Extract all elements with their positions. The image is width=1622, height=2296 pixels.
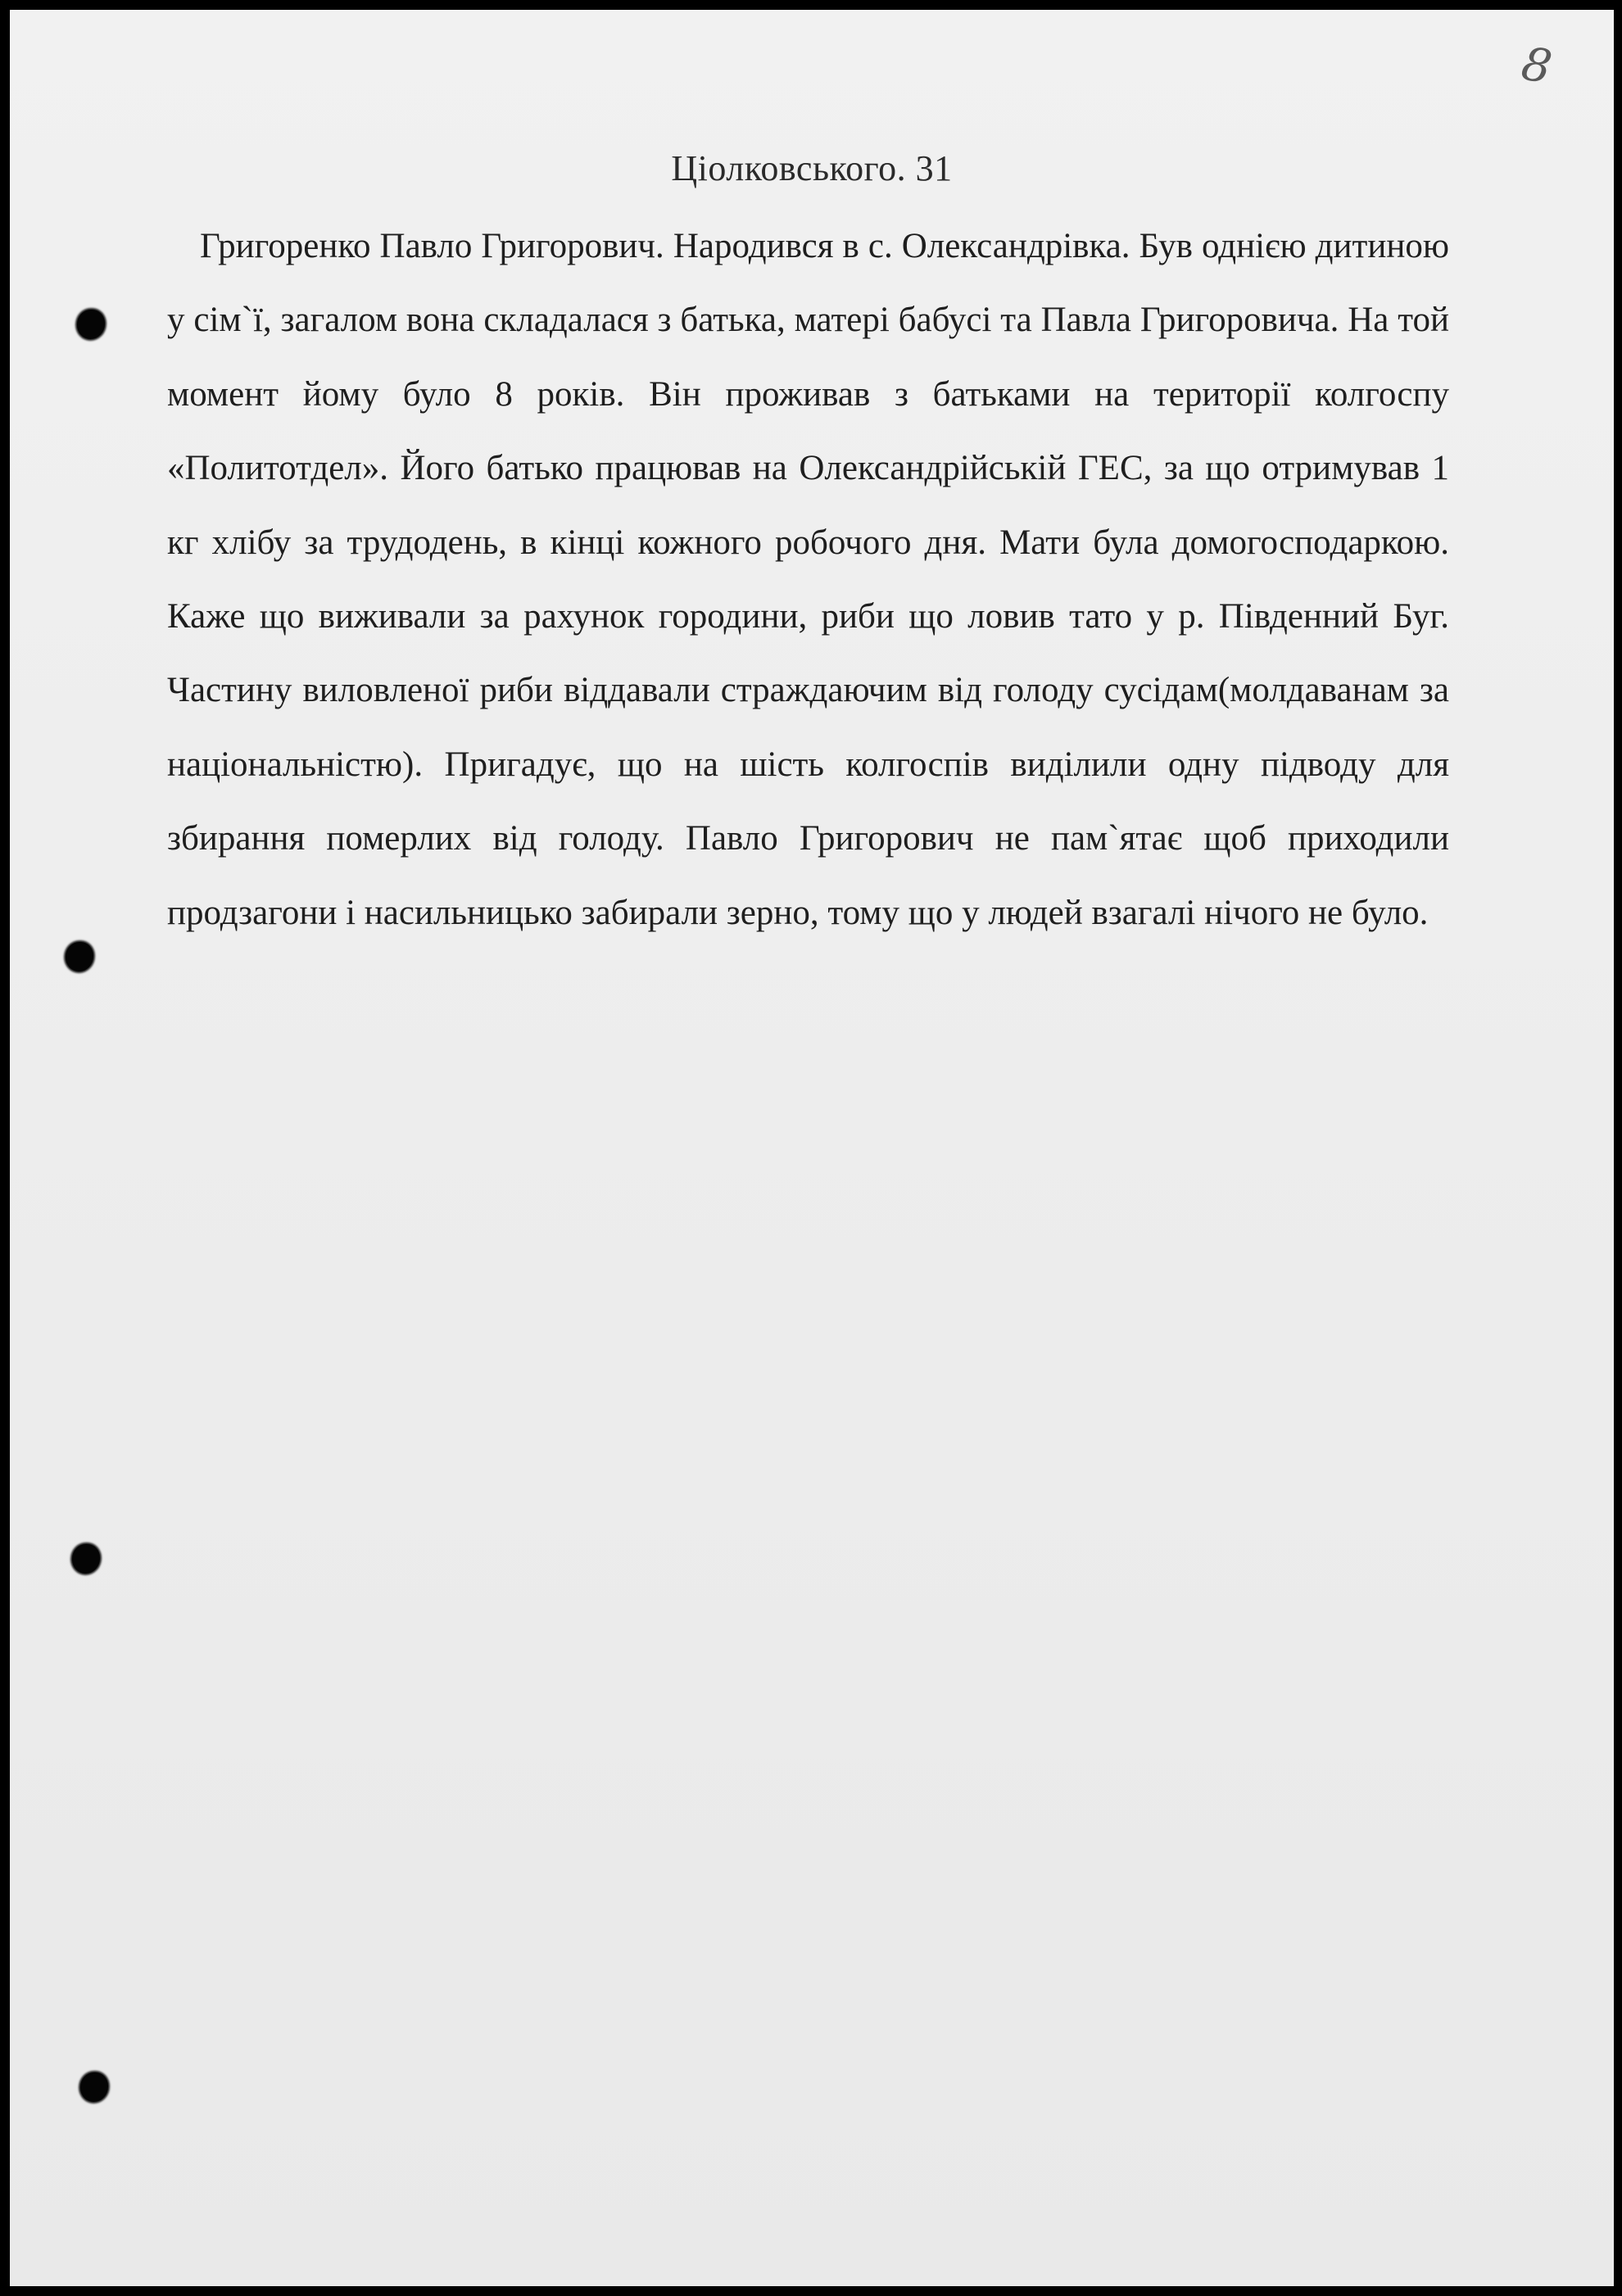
body-paragraph: Григоренко Павло Григорович. Народився в с. Олександрівка. Був однією дитиною у сім`ї, загалом вона складалася з батька, матері бабусі та Павла Григоровича. На той момент йому було 8 років. Він проживав з батьками на території колгоспу «Политотдел». Його батько працював на Олександрійській ГЕС, за що отримував 1 кг хлібу за трудодень, в кінці кожного робочого дня. Мати була домогосподаркою. Каже що виживали за рахунок городини, риби що ловив тато у р. Південний Буг. Частину виловленої риби віддавали страждаючим від голоду сусідам(молдаванам за національністю). Пригадує, що на шість колгоспів виділили одну підводу для збирання померлих від голоду. Павло Григорович не пам`ятає щоб приходили продзагони і насильницько забирали зерно, тому що у людей взагалі нічого не було. <box>167 227 1449 932</box>
handwritten-page-number: 8 <box>1517 37 1556 95</box>
punch-hole <box>80 2072 108 2102</box>
punch-hole <box>66 942 93 971</box>
document-heading: Ціолковського. 31 <box>671 148 953 188</box>
document-page <box>10 10 1614 2286</box>
punch-hole <box>72 1544 100 1574</box>
punch-hole <box>77 310 105 339</box>
